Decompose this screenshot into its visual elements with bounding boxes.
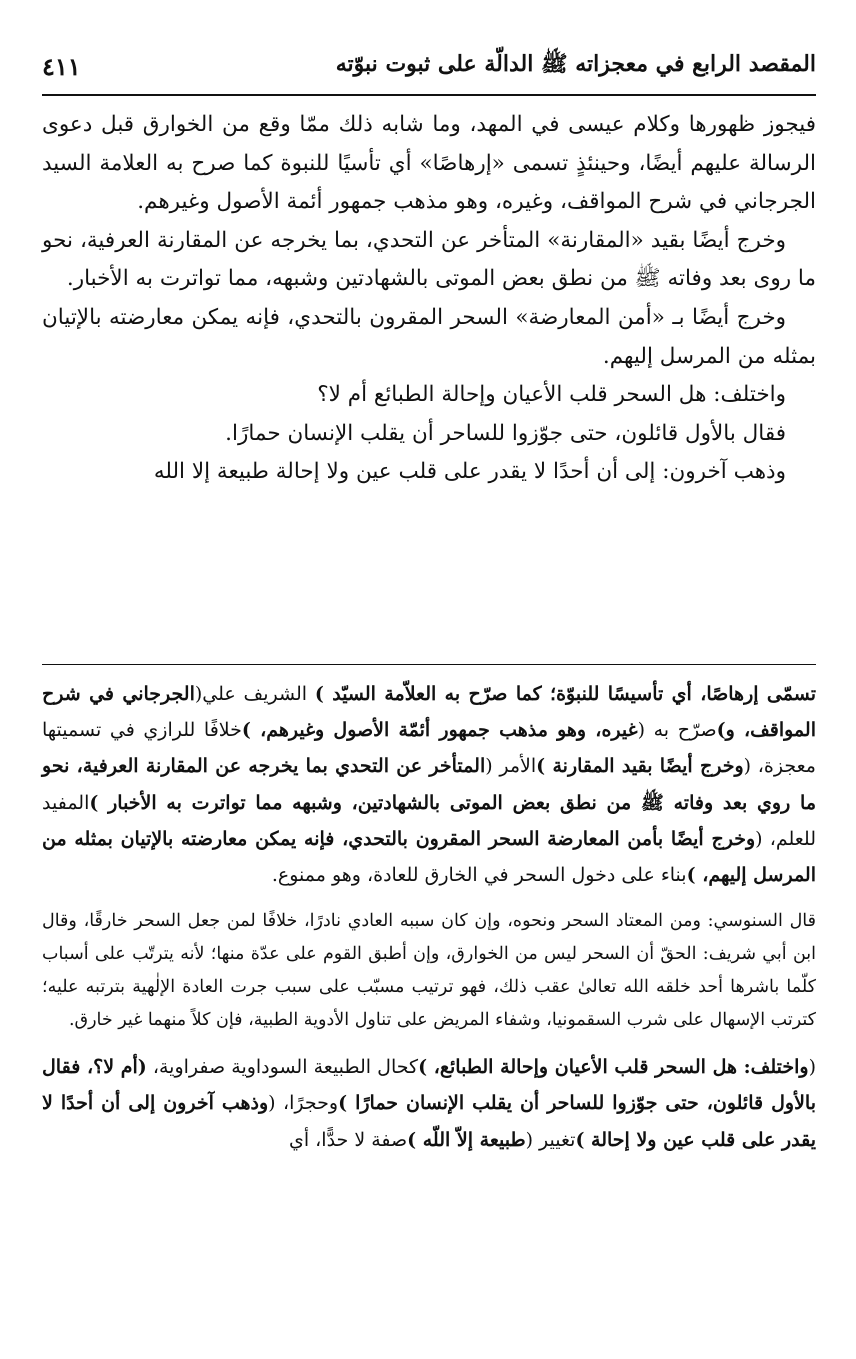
main-paragraph: فقال بالأول قائلون، حتى جوّزوا للساحر أن يقلب الإنسان حمارًا.	[225, 420, 786, 446]
main-text	[42, 106, 816, 492]
note-segment: وذهب آخرون إلى أن أحدًا لا يقدر على قلب عين ولا إحالة )	[42, 1092, 816, 1151]
note-segment: المفيد للعلم، (	[42, 791, 817, 850]
note-segment: الجرجاني في شرح المواقف، و)	[42, 683, 816, 742]
main-paragraph: وخرج أيضًا بقيد «المقارنة» المتأخر عن التحدي، بما يخرجه عن المقارنة العرفية، نحو ما روى بعد وفاته ﷺ من نطق بعض الموتى بالشهادتين وشبهه، مما تواترت به الأخبار.	[42, 227, 816, 292]
note-segment: وحجرًا، (	[268, 1092, 339, 1115]
note-segment: (أم لا؟، فقال بالأول قائلون، حتى جوّزوا للساحر أن يقلب الإنسان حمارًا )	[42, 1056, 816, 1115]
main-paragraph: واختلف: هل السحر قلب الأعيان وإحالة الطبائع أم لا؟	[317, 382, 786, 408]
note-segment: تغيير (	[525, 1128, 576, 1151]
note-segment: واختلف: هل السحر قلب الأعيان وإحالة الطبائع، )	[418, 1056, 809, 1079]
note-segment: صفة لا حدًّا، أي	[288, 1128, 408, 1151]
note-segment: المتأخر عن التحدي بما يخرجه عن المقارنة العرفية، نحو ما روي بعد وفاته ﷺ من نطق بعض الموتى بالشهادتين، وشبهه مما تواترت به الأخبار )	[42, 755, 816, 814]
main-paragraph: وذهب آخرون: إلى أن أحدًا لا يقدر على قلب عين ولا إحالة طبيعة إلا الله	[153, 459, 786, 485]
commentary-paragraph-3	[42, 1049, 816, 1158]
note-segment: غيره، وهو مذهب جمهور أئمّة الأصول وغيرهم، )	[241, 719, 638, 742]
commentary-notes	[42, 676, 816, 1158]
commentary-paragraph-2: قال السنوسي: ومن المعتاد السحر ونحوه، وإن كان سببه العادي نادرًا، خلافًا لمن جعل السحر خارقًا، وقال ابن أبي شريف: الحقّ أن السحر ليس من الخوارق، وإن أطبق القوم على عدّة منها؛ لأنه يترتّب على أسباب كلّما باشرها أحد خلقه الله تعالىٰ عقب ذلك، فهو ترتيب مسبّب على سبب جرت العادة الإلٰهية بترتبه عليه؛ كترتب الإسهال على شرب السقمونيا، وشفاء المريض على تناول الأدوية الطبية، فإن كلاً منهما غير خارق.	[42, 911, 816, 1031]
note-segment: تسمّى إرهاصًا، أي تأسيسًا للنبوّة؛ كما صرّح به العلاّمة السيّد )	[314, 683, 816, 705]
main-paragraph: وخرج أيضًا بـ «أمن المعارضة» السحر المقرون بالتحدي، فإنه يمكن معارضته بالإتيان بمثله من المرسل إليهم.	[42, 304, 816, 369]
note-segment: طبيعة إلاّ اللّه )	[407, 1128, 526, 1151]
note-segment: الأمر (	[485, 755, 537, 778]
note-segment: (	[808, 1056, 816, 1079]
main-paragraph: فيجوز ظهورها وكلام عيسى في المهد، وما شابه ذلك ممّا وقع من الخوارق قبل دعوى الرسالة عليهم أيضًا، وحينئذٍ تسمى «إرهاصًا» أي تأسيًا للنبوة كما صرح به العلامة السيد الجرجاني في شرح المواقف، وغيره، وهو مذهب جمهور أئمة الأصول وغيرهم.	[42, 112, 816, 215]
page-header	[42, 44, 816, 88]
commentary-paragraph-1	[42, 676, 816, 893]
note-segment: الشريف علي‌(	[194, 683, 315, 705]
note-segment: وخرج أيضًا بقيد المقارنة )	[536, 755, 744, 778]
page-number: ٤١١	[42, 51, 81, 81]
running-title: المقصد الرابع في معجزاته ﷺ الدالّة على ثبوت نبوّته	[335, 51, 816, 77]
note-segment: وخرج أيضًا بأمن المعارضة السحر المقرون بالتحدي، فإنه يمكن معارضته بالإتيان بمثله من المرسل إليهم، )	[42, 827, 816, 887]
note-segment: صرّح به (	[637, 719, 717, 742]
note-segment: بناء على دخول السحر في الخارق للعادة، وهو ممنوع.	[271, 864, 687, 887]
note-segment: كحال الطبيعة السوداوية صفراوية،	[146, 1056, 419, 1079]
note-segment: خلافًا للرازي في تسميتها معجزة، (	[42, 719, 816, 778]
header-rule	[42, 94, 816, 96]
footnote-rule	[42, 664, 816, 665]
